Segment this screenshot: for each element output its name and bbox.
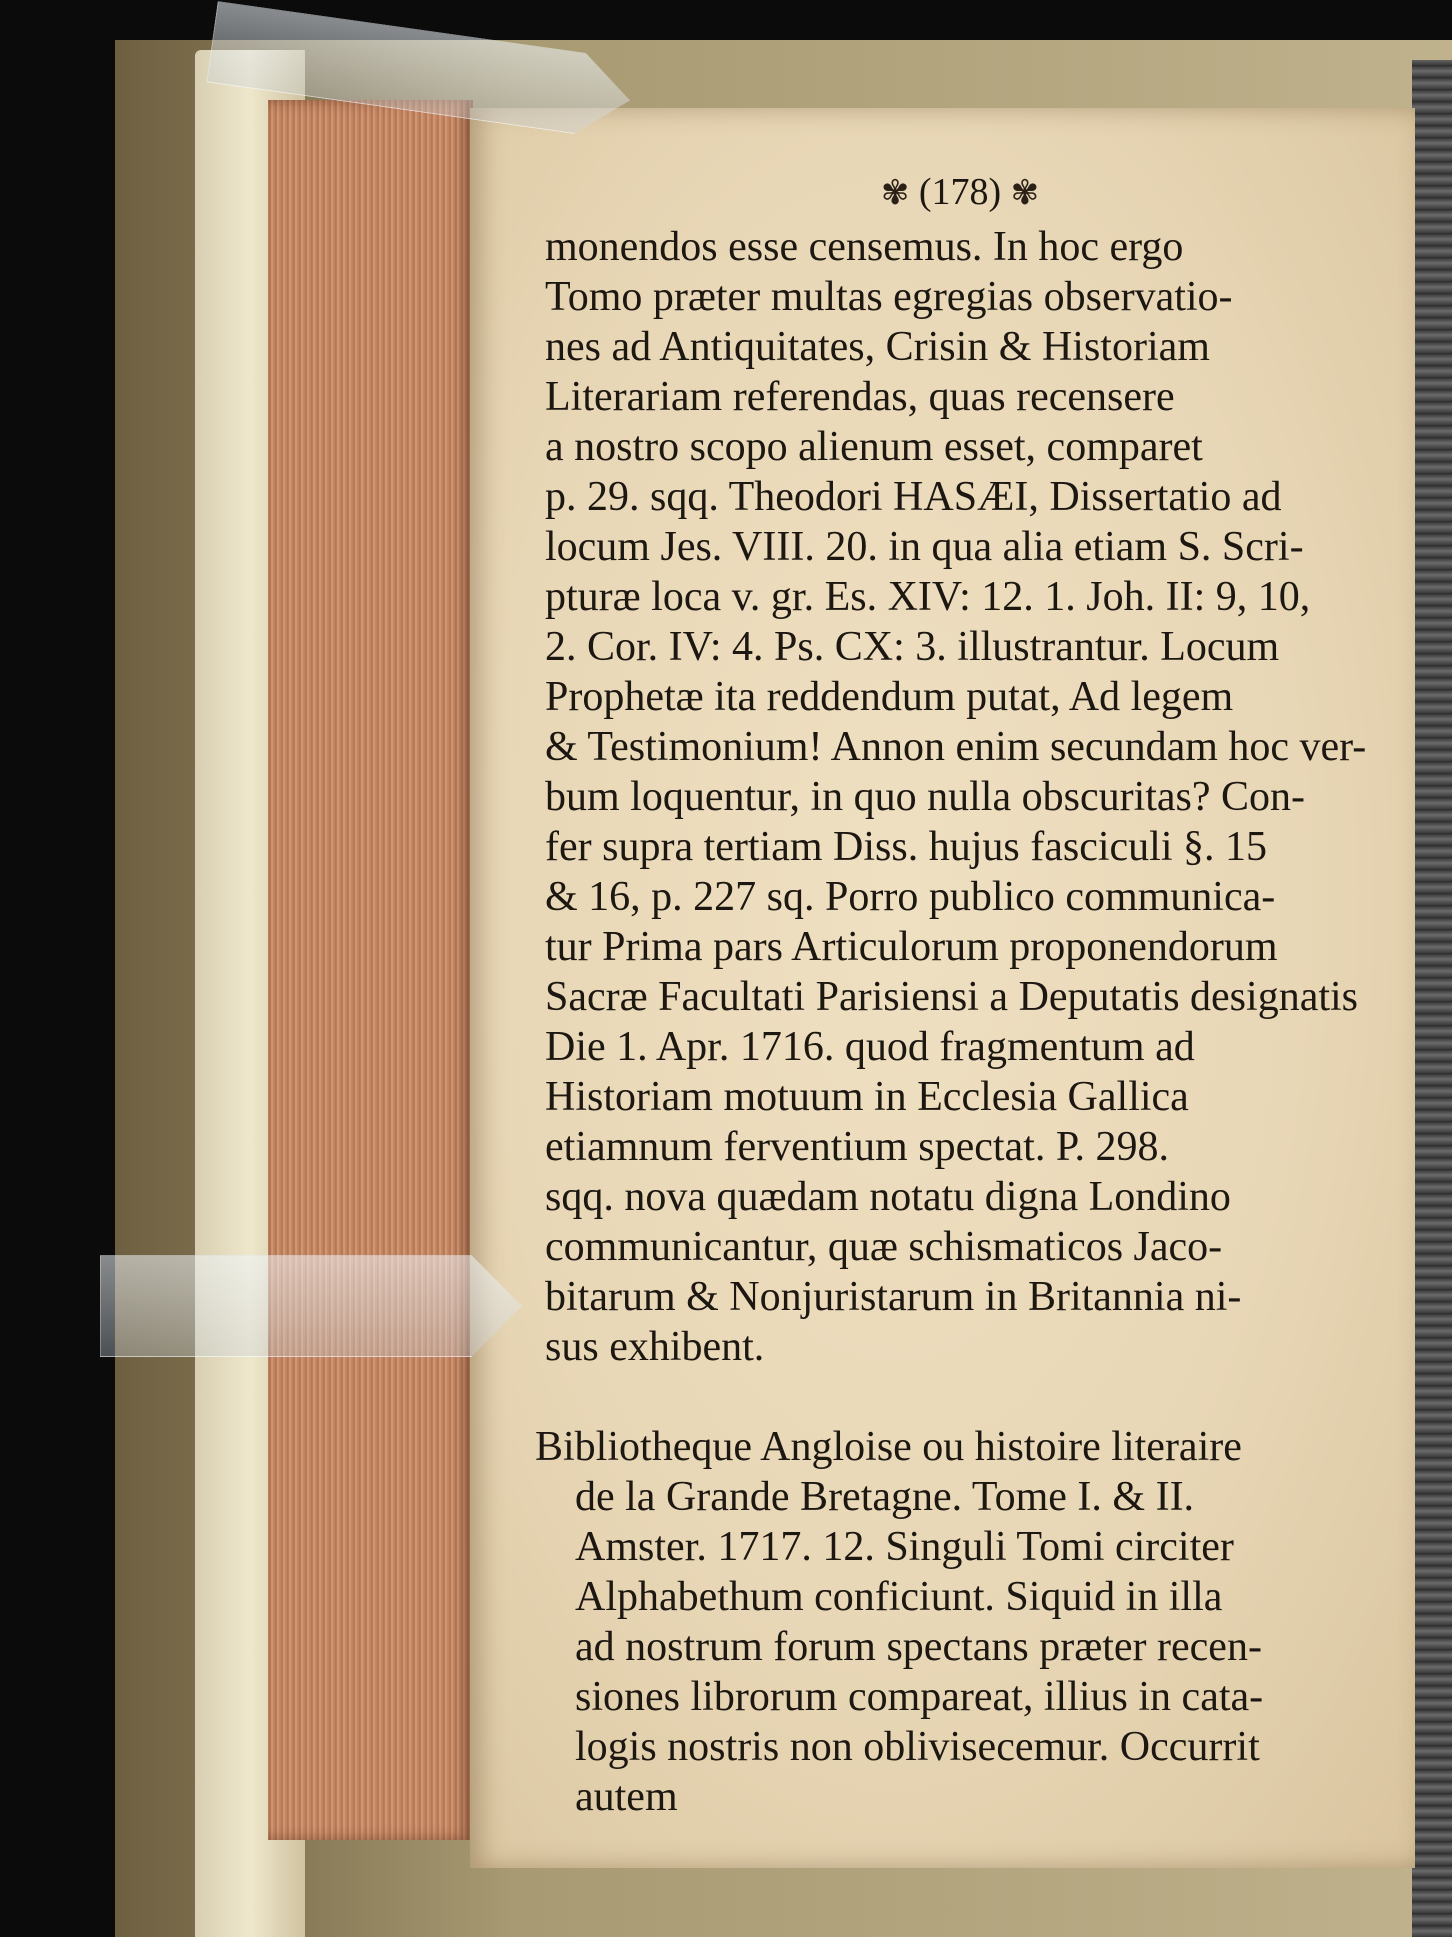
text-line: & Testimonium! Annon enim secundam hoc ver- <box>545 724 1367 770</box>
spine-edge <box>1412 60 1452 1937</box>
page-header <box>515 162 1405 222</box>
page-text <box>535 162 1405 1822</box>
page-tab-marker-bottom <box>100 1255 522 1357</box>
text-line: a nostro scopo alienum esset, comparet <box>545 424 1203 470</box>
text-line: Die 1. Apr. 1716. quod fragmentum ad <box>545 1024 1195 1070</box>
text-line: monendos esse censemus. In hoc ergo <box>545 224 1184 270</box>
text-line: Sacræ Facultati Parisiensi a Deputatis designatis <box>545 974 1359 1020</box>
text-line: ad nostrum forum spectans præter recen- <box>575 1624 1262 1670</box>
paragraph-2 <box>535 1422 1405 1822</box>
text-line: Prophetæ ita reddendum putat, Ad legem <box>545 674 1234 720</box>
text-line: 2. Cor. IV: 4. Ps. CX: 3. illustrantur. Locum <box>545 624 1280 670</box>
text-line: Amster. 1717. 12. Singuli Tomi circiter <box>575 1524 1234 1570</box>
flower-ornament-right-icon: ✾ <box>1010 175 1040 212</box>
text-line: locum Jes. VIII. 20. in qua alia etiam S. Scri- <box>545 524 1304 570</box>
text-line: etiamnum ferventium spectat. P. 298. <box>545 1124 1170 1170</box>
text-line: bum loquentur, in quo nulla obscuritas? Con- <box>545 774 1306 820</box>
text-line: bitarum & Nonjuristarum in Britannia ni- <box>545 1274 1242 1320</box>
text-line: pturæ loca v. gr. Es. XIV: 12. 1. Joh. II: 9, 10, <box>545 574 1311 620</box>
text-line: Literariam referendas, quas recensere <box>545 374 1175 420</box>
text-line: Tomo præter multas egregias observatio- <box>545 274 1233 320</box>
page-number: (178) <box>918 171 1002 213</box>
page-fore-edge <box>268 100 473 1840</box>
text-line: sqq. nova quædam notatu digna Londino <box>545 1174 1231 1220</box>
text-line: Alphabethum conficiunt. Siquid in illa <box>575 1574 1223 1620</box>
flower-ornament-left-icon: ✾ <box>880 175 910 212</box>
text-line: communicantur, quæ schismaticos Jaco- <box>545 1224 1223 1270</box>
text-line: nes ad Antiquitates, Crisin & Historiam <box>545 324 1210 370</box>
text-line: fer supra tertiam Diss. hujus fasciculi §. 15 <box>545 824 1267 870</box>
text-line: siones librorum compareat, illius in cata- <box>575 1674 1264 1720</box>
text-line: p. 29. sqq. Theodori HASÆI, Dissertatio ad <box>545 474 1282 520</box>
text-line: de la Grande Bretagne. Tome I. & II. <box>575 1474 1195 1520</box>
text-line: & 16, p. 227 sq. Porro publico communica- <box>545 874 1276 920</box>
paragraph-1 <box>545 222 1405 1372</box>
text-line: sus exhibent. <box>545 1324 765 1370</box>
text-line: tur Prima pars Articulorum proponendorum <box>545 924 1278 970</box>
text-line: Historiam motuum in Ecclesia Gallica <box>545 1074 1189 1120</box>
paragraph-gap <box>545 1372 1405 1422</box>
text-line: logis nostris non oblivisecemur. Occurrit <box>575 1724 1260 1770</box>
text-line: Bibliotheque Angloise ou histoire literaire <box>535 1424 1242 1470</box>
text-line: autem <box>575 1774 678 1820</box>
